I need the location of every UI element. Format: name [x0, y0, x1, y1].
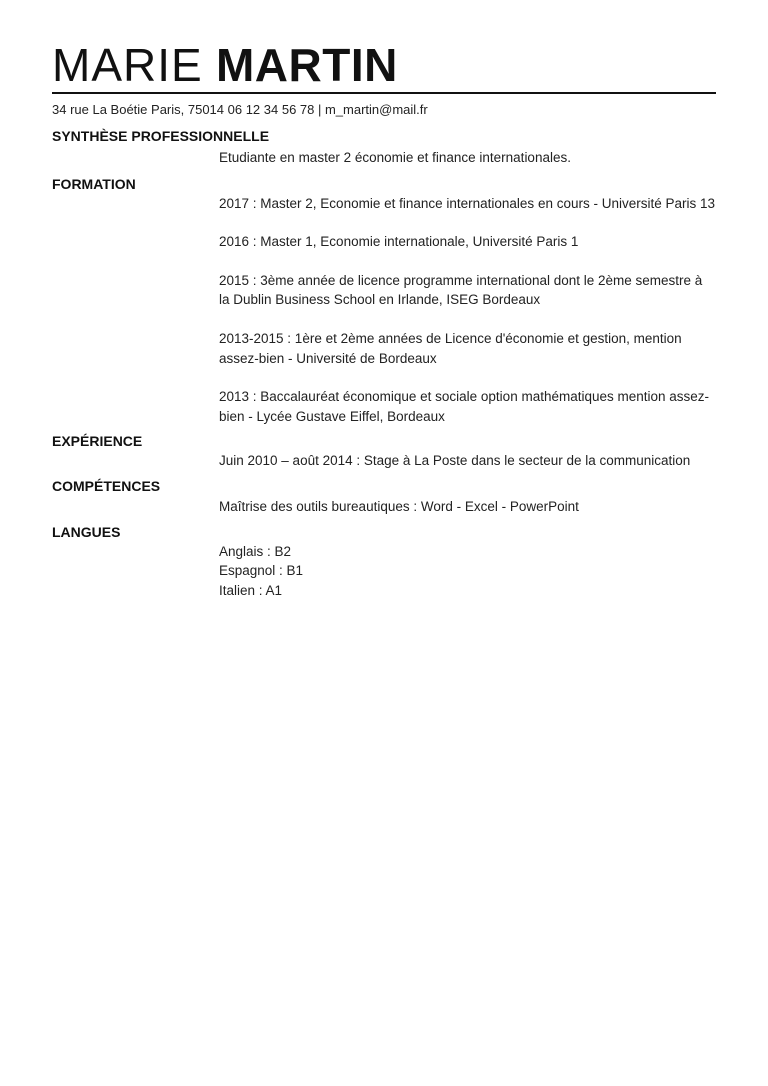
- last-name: MARTIN: [215, 39, 398, 91]
- experience-entry: Juin 2010 – août 2014 : Stage à La Poste dans le secteur de la communication: [219, 453, 691, 469]
- synthese-entry: Etudiante en master 2 économie et finance internationales.: [219, 150, 571, 165]
- language-entry: Italien : A1: [219, 582, 283, 598]
- section-heading-formation: FORMATION: [52, 175, 136, 192]
- section-heading-langues: LANGUES: [52, 523, 121, 540]
- section-competences: [52, 477, 716, 517]
- section-heading-synthese: SYNTHÈSE PROFESSIONNELLE: [52, 128, 270, 144]
- section-heading-experience: EXPÉRIENCE: [52, 433, 143, 450]
- section-experience: [52, 432, 716, 471]
- section-body-langues: [219, 542, 716, 601]
- language-entry: Anglais : B2: [219, 543, 292, 559]
- resume-content: [52, 127, 716, 600]
- section-langues: [52, 523, 716, 601]
- section-synthese: [52, 127, 716, 168]
- formation-entry: 2013-2015 : 1ère et 2ème années de Licence d'économie et gestion, mention assez-bien - Université de Bordeaux: [219, 330, 682, 366]
- section-body-competences: [219, 497, 716, 517]
- formation-entry: 2016 : Master 1, Economie internationale, Université Paris 1: [219, 234, 579, 250]
- section-body-synthese: [219, 148, 716, 168]
- language-entry: Espagnol : B1: [219, 563, 304, 579]
- section-body-experience: [219, 451, 716, 471]
- section-body-formation: [219, 194, 716, 427]
- header-divider: [52, 92, 716, 94]
- section-heading-competences: COMPÉTENCES: [52, 477, 161, 494]
- section-formation: [52, 175, 716, 427]
- first-name: MARIE: [52, 39, 203, 91]
- contact-info: 34 rue La Boétie Paris, 75014 06 12 34 56 78 | m_martin@mail.fr: [52, 102, 428, 117]
- candidate-name: [52, 38, 398, 92]
- formation-entry: 2013 : Baccalauréat économique et sociale option mathématiques mention assez-bien - Lycée Gustave Eiffel, Bordeaux: [219, 389, 710, 424]
- formation-entry: 2015 : 3ème année de licence programme international dont le 2ème semestre à la Dublin Business School en Irlande, ISEG Bordeaux: [219, 272, 703, 308]
- competence-entry: Maîtrise des outils bureautiques : Word - Excel - PowerPoint: [219, 498, 579, 514]
- formation-entry: 2017 : Master 2, Economie et finance internationales en cours - Université Paris 13: [219, 195, 716, 211]
